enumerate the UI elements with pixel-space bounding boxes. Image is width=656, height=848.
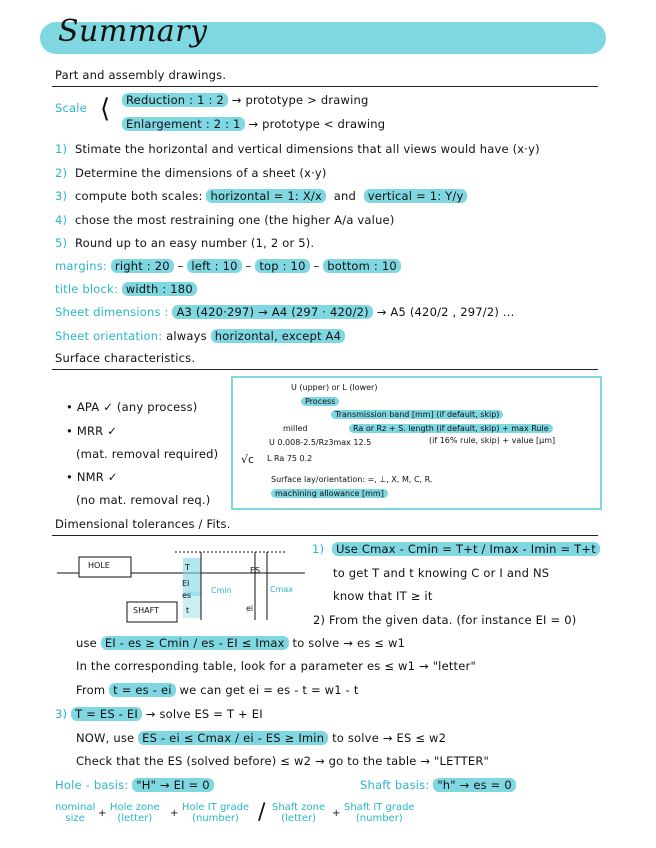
shaft-basis-row: Shaft basis: "h" → es = 0: [360, 778, 516, 792]
step-4: 4) chose the most restraining one (the higher A/a value): [55, 213, 395, 227]
enlargement-rest: prototype < drawing: [262, 117, 386, 131]
footer-shaft-zone: Shaft zone (letter): [272, 802, 326, 824]
sheet-orientation-row: Sheet orientation: always horizontal, except A4: [55, 329, 345, 343]
footer-hole-zone: Hole zone (letter): [110, 802, 160, 824]
mrr-item: • MRR ✓: [66, 424, 118, 438]
margins-row: margins: right : 20 – left : 10 – top : 10 – bottom : 10: [55, 259, 401, 273]
arrow-right-icon: →: [231, 93, 246, 107]
fit-line-3: use EI - es ≥ Cmin / es - EI ≤ Imax to solve → es ≤ w1: [76, 636, 406, 650]
arrow-right-icon: →: [248, 117, 263, 131]
reduction-row: [122, 93, 369, 107]
fit-step-3: 3) T = ES - EI → solve ES = T + EI: [55, 707, 263, 721]
sheet-dimensions-row: Sheet dimensions : A3 (420·297) → A4 (297 · 420/2) → A5 (420/2 , 297/2) ...: [55, 305, 515, 319]
step-1: 1) Stimate the horizontal and vertical dimensions that all views would have (x·y): [55, 142, 540, 156]
mrr-note: (mat. removal required): [76, 447, 219, 461]
footer-hole-it-grade: Hole IT grade (number): [182, 802, 250, 824]
fit-step-1: 1) Use Cmax - Cmin = T+t / Imax - Imin = T+t: [312, 542, 600, 556]
fit-step-2: 2) From the given data. (for instance EI = 0): [313, 613, 577, 627]
scale-label: Scale: [55, 101, 87, 115]
page-title: Summary: [58, 14, 208, 49]
fit-line-5: From t = es - ei we can get ei = es - t = w1 - t: [76, 683, 359, 697]
section-heading-tolerances: Dimensional tolerances / Fits.: [55, 517, 231, 531]
brace-icon: ⟨: [100, 94, 111, 124]
reduction-rest: prototype > drawing: [245, 93, 369, 107]
apa-item: • APA ✓ (any process): [66, 400, 198, 414]
enlargement-row: [122, 117, 385, 131]
footer-shaft-it-grade: Shaft IT grade (number): [344, 802, 415, 824]
section-heading-drawings: Part and assembly drawings.: [55, 68, 227, 82]
step-3: 3) compute both scales: horizontal = 1: X/x and vertical = 1: Y/y: [55, 189, 467, 203]
surface-symbol-box: U (upper) or L (lower) Process Transmission band [mm] (if default, skip) Ra or Rz + S. length (if default, skip) + max Rule (if 16% rule, skip) + value [µm] milled U 0.008-2.5/Rz3max 12.5 √c L Ra 75 0.2 Surface lay/orientation: =, ⊥, X, M, C, R. machining allowance [mm]: [231, 376, 602, 510]
section-heading-surface: Surface characteristics.: [55, 351, 196, 365]
step-2: 2) Determine the dimensions of a sheet (x·y): [55, 166, 327, 180]
footer-nominal-size: nominal size: [55, 802, 96, 824]
title-block-row: title block: width : 180: [55, 282, 197, 296]
fit-line-7: NOW, use ES - ei ≤ Cmax / ei - ES ≥ Imin to solve → ES ≤ w2: [76, 731, 447, 745]
nmr-note: (no mat. removal req.): [76, 493, 211, 507]
step-5: 5) Round up to an easy number (1, 2 or 5).: [55, 236, 315, 250]
enlargement-label: Enlargement : 2 : 1: [122, 117, 245, 131]
hole-basis-row: Hole - basis: "H" → EI = 0: [55, 778, 214, 792]
reduction-label: Reduction : 1 : 2: [122, 93, 228, 107]
nmr-item: • NMR ✓: [66, 470, 118, 484]
surface-check-icon: √c: [241, 453, 255, 466]
